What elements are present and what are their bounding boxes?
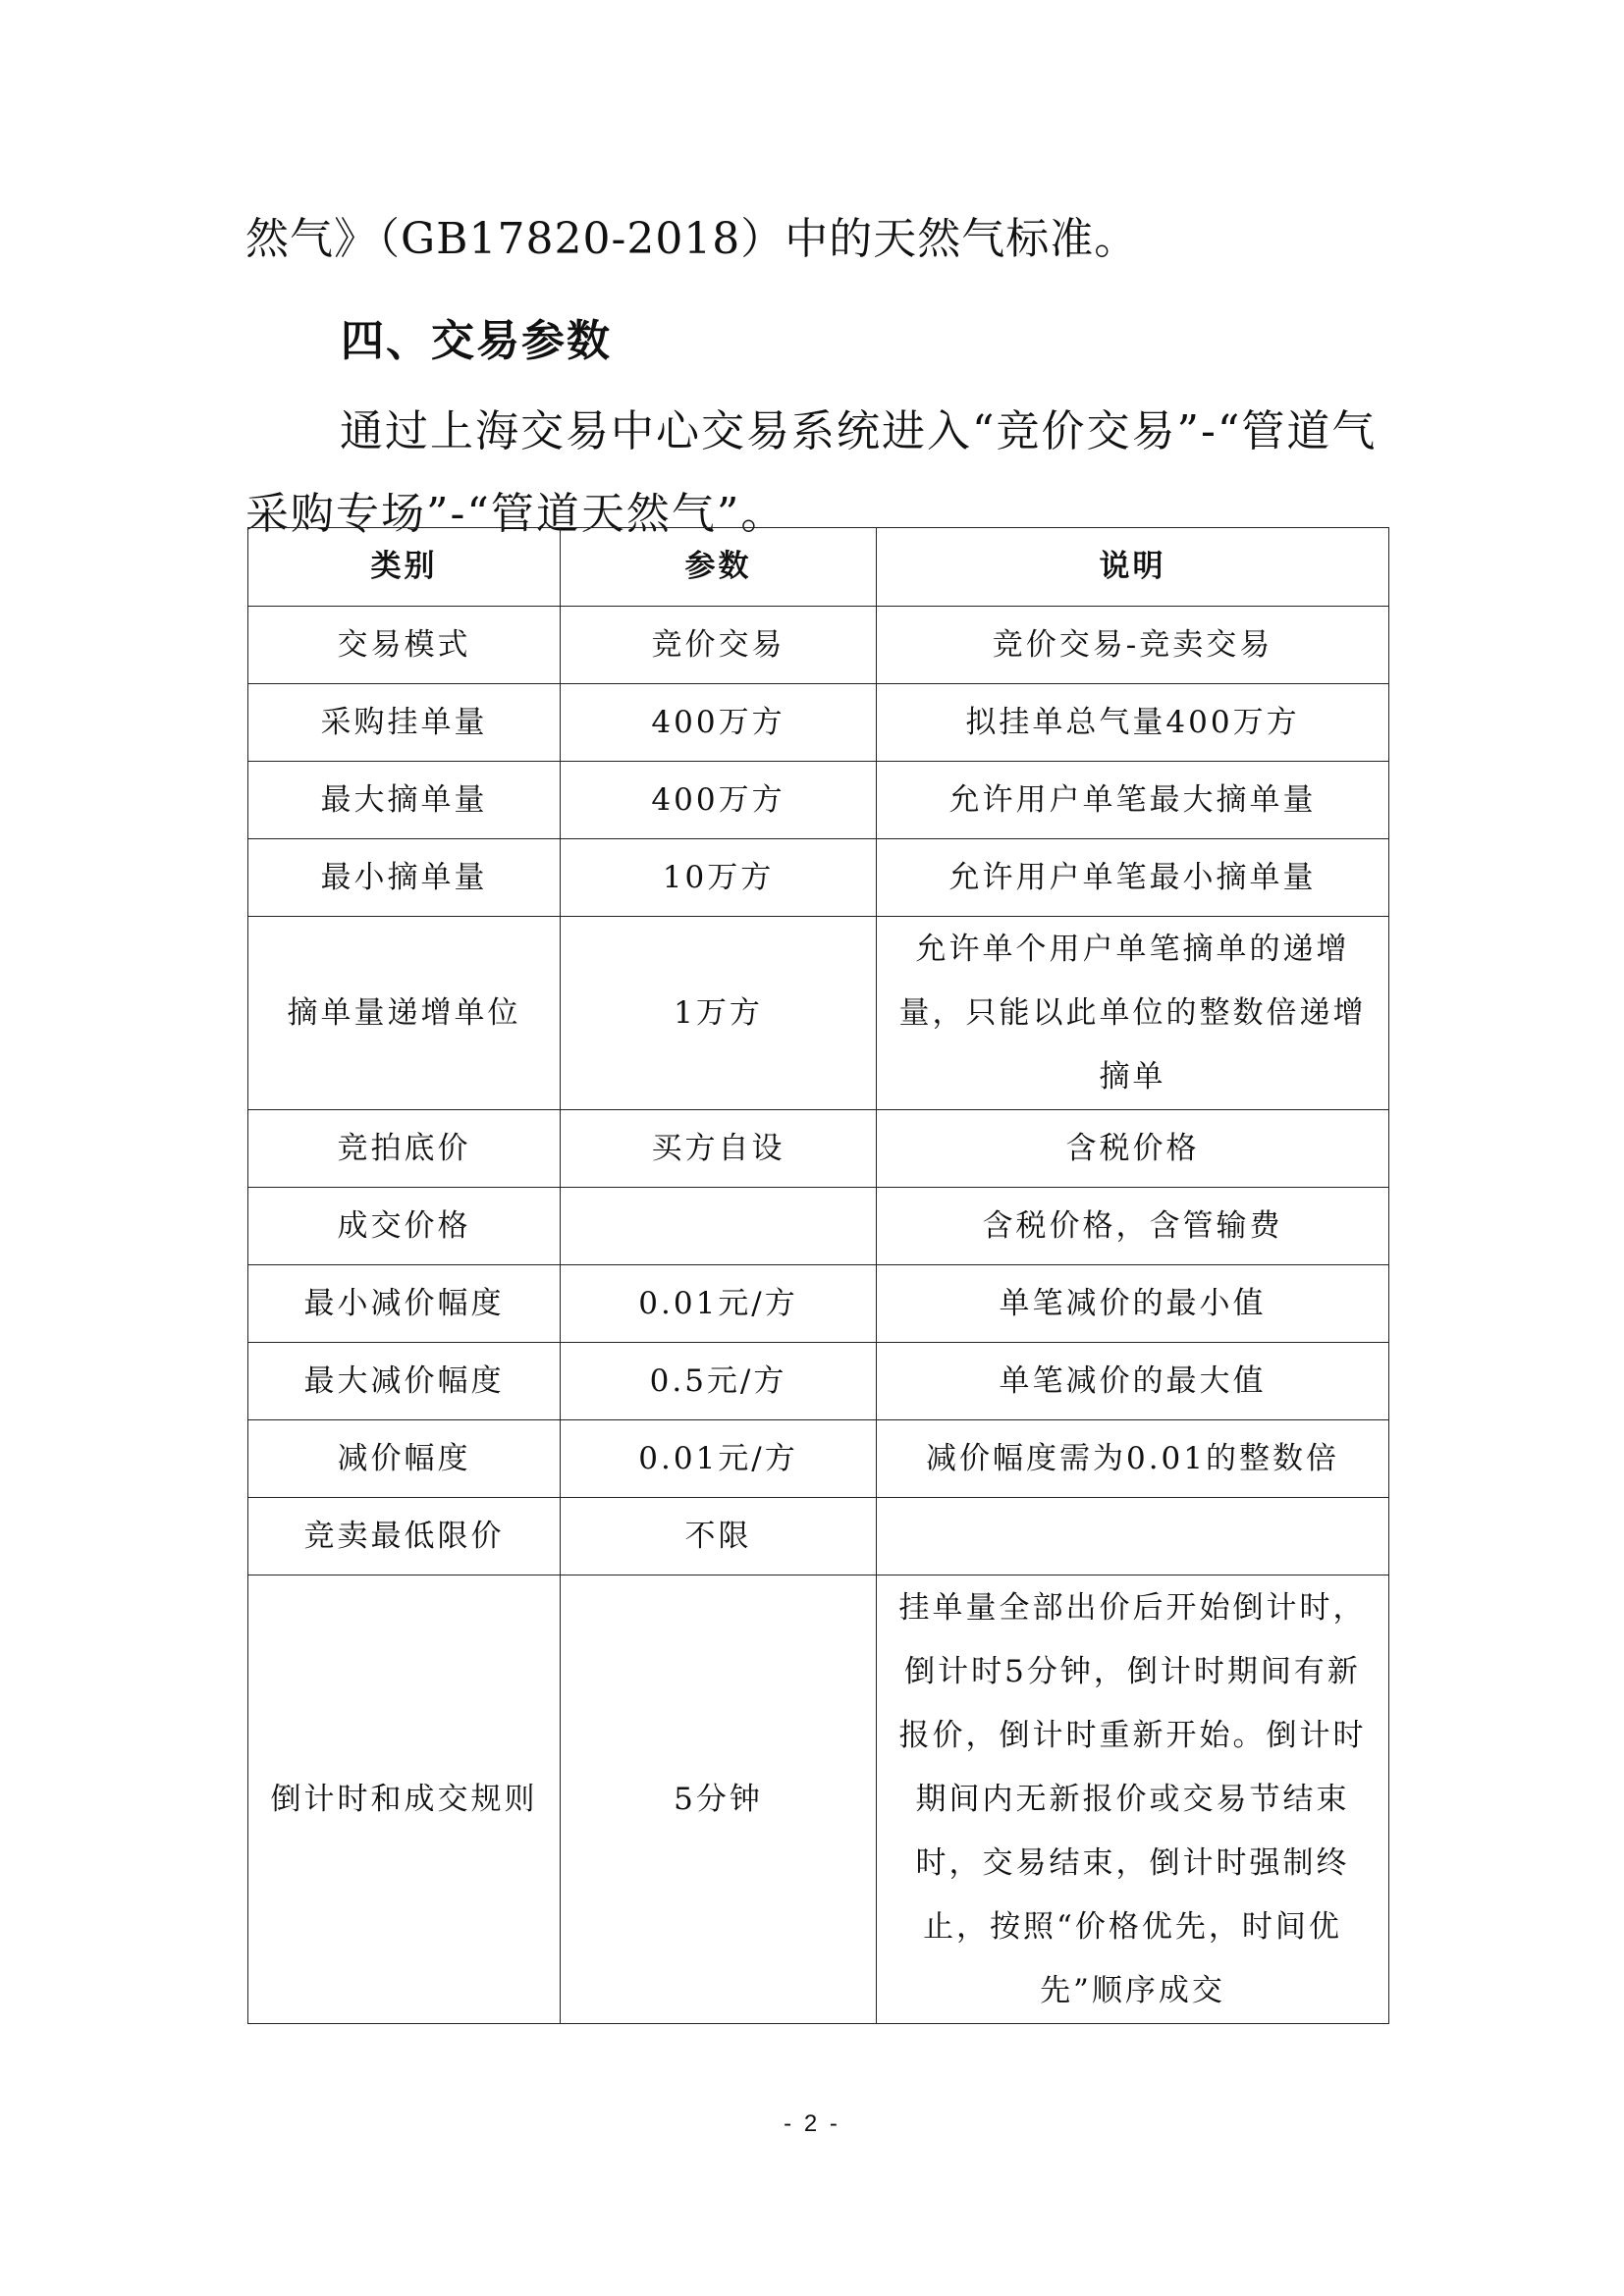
row-category: 成交价格 xyxy=(248,1188,561,1265)
row-description: 减价幅度需为0.01的整数倍 xyxy=(877,1420,1389,1498)
row-parameter: 0.01元/方 xyxy=(561,1265,877,1343)
row-parameter: 5分钟 xyxy=(561,1575,877,2024)
row-description: 允许单个用户单笔摘单的递增量，只能以此单位的整数倍递增摘单 xyxy=(877,917,1389,1110)
row-description: 含税价格，含管输费 xyxy=(877,1188,1389,1265)
table-header-row xyxy=(248,528,1389,607)
row-parameter: 400万方 xyxy=(561,684,877,762)
row-category: 竞拍底价 xyxy=(248,1110,561,1188)
table-row xyxy=(248,1575,1389,2024)
row-description: 允许用户单笔最大摘单量 xyxy=(877,762,1389,839)
page-number: - 2 - xyxy=(784,2110,840,2137)
table-row xyxy=(248,1110,1389,1188)
trading-parameters-table xyxy=(247,527,1389,2024)
table-row xyxy=(248,917,1389,1110)
row-parameter xyxy=(561,1188,877,1265)
table-row xyxy=(248,1188,1389,1265)
table-row xyxy=(248,684,1389,762)
row-description: 挂单量全部出价后开始倒计时，倒计时5分钟，倒计时期间有新报价，倒计时重新开始。倒计时期间内无新报价或交易节结束时，交易结束，倒计时强制终止，按照“价格优先，时间优先”顺序成交 xyxy=(877,1575,1389,2024)
row-category: 最大摘单量 xyxy=(248,762,561,839)
header-parameter: 参数 xyxy=(561,528,877,607)
row-parameter: 买方自设 xyxy=(561,1110,877,1188)
row-description: 竞价交易-竞卖交易 xyxy=(877,607,1389,684)
table-row xyxy=(248,1498,1389,1575)
row-parameter: 1万方 xyxy=(561,917,877,1110)
header-category: 类别 xyxy=(248,528,561,607)
table-row xyxy=(248,839,1389,917)
row-description: 允许用户单笔最小摘单量 xyxy=(877,839,1389,917)
row-description: 单笔减价的最小值 xyxy=(877,1265,1389,1343)
row-parameter: 10万方 xyxy=(561,839,877,917)
row-category: 采购挂单量 xyxy=(248,684,561,762)
row-category: 竞卖最低限价 xyxy=(248,1498,561,1575)
row-category: 摘单量递增单位 xyxy=(248,917,561,1110)
header-description: 说明 xyxy=(877,528,1389,607)
row-category: 最小摘单量 xyxy=(248,839,561,917)
row-description: 含税价格 xyxy=(877,1110,1389,1188)
row-description: 拟挂单总气量400万方 xyxy=(877,684,1389,762)
table-row xyxy=(248,607,1389,684)
row-category: 倒计时和成交规则 xyxy=(248,1575,561,2024)
table-row xyxy=(248,1265,1389,1343)
row-parameter: 0.01元/方 xyxy=(561,1420,877,1498)
row-category: 最大减价幅度 xyxy=(248,1343,561,1420)
table-row xyxy=(248,1420,1389,1498)
table-row xyxy=(248,1343,1389,1420)
continuation-line: 然气》（GB17820-2018）中的天然气标准。 xyxy=(245,214,1139,264)
row-parameter: 竞价交易 xyxy=(561,607,877,684)
row-category: 最小减价幅度 xyxy=(248,1265,561,1343)
row-category: 交易模式 xyxy=(248,607,561,684)
row-parameter: 不限 xyxy=(561,1498,877,1575)
row-parameter: 400万方 xyxy=(561,762,877,839)
section-heading: 四、交易参数 xyxy=(341,316,612,366)
row-parameter: 0.5元/方 xyxy=(561,1343,877,1420)
intro-paragraph: 通过上海交易中心交易系统进入“竞价交易”-“管道气采购专场”-“管道天然气”。 xyxy=(245,406,1378,539)
row-description xyxy=(877,1498,1389,1575)
row-category: 减价幅度 xyxy=(248,1420,561,1498)
table-row xyxy=(248,762,1389,839)
row-description: 单笔减价的最大值 xyxy=(877,1343,1389,1420)
